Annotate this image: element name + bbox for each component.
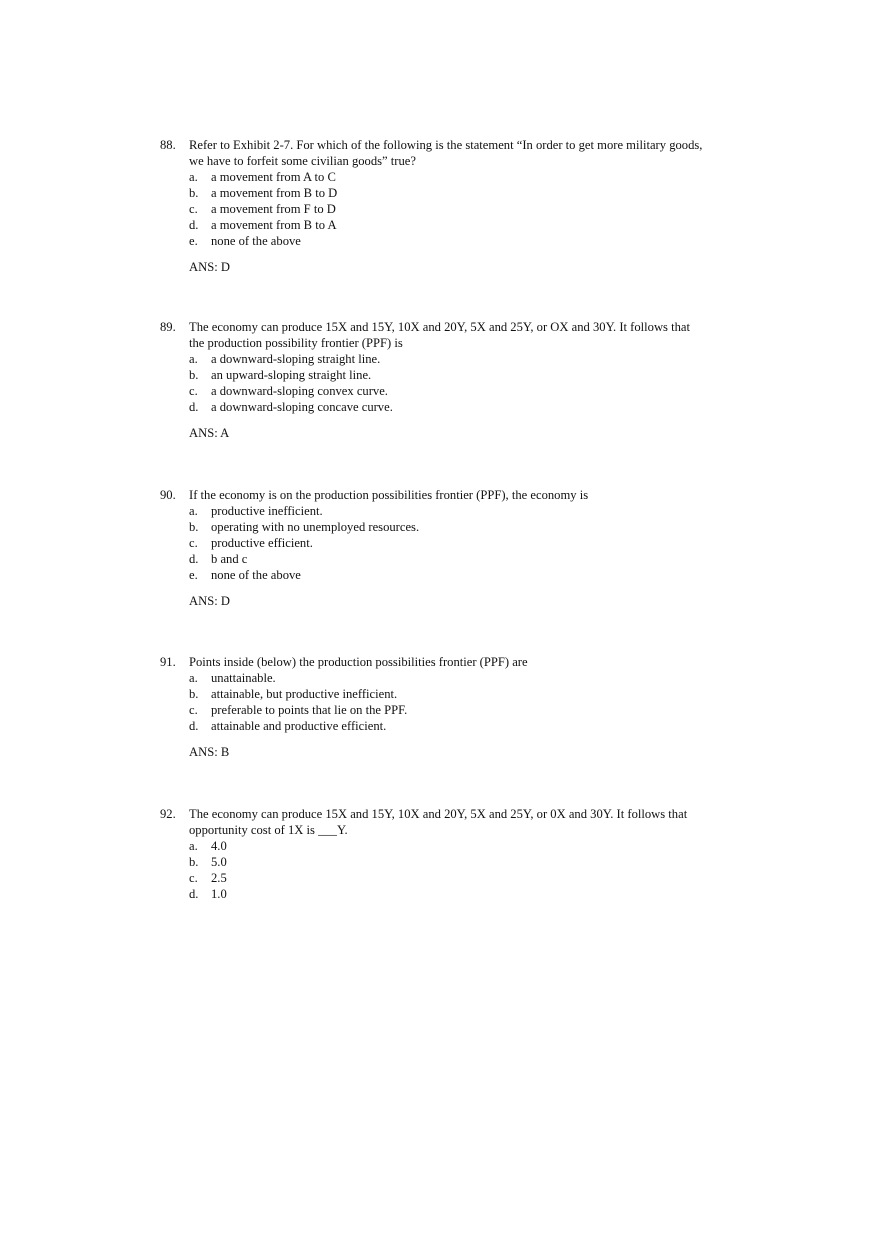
option-text: 2.5 (211, 871, 227, 885)
option-d (160, 217, 760, 233)
option-text: operating with no unemployed resources. (211, 520, 420, 534)
question-number: 88. (160, 138, 176, 152)
option-text: a movement from B to A (211, 218, 337, 232)
option-letter: b. (189, 520, 199, 534)
question-number: 89. (160, 320, 176, 334)
option-letter: d. (189, 552, 199, 566)
option-c (160, 535, 760, 551)
option-letter: a. (189, 170, 198, 184)
option-letter: c. (189, 384, 198, 398)
answer-key: ANS: D (189, 594, 230, 608)
option-e (160, 233, 760, 249)
answer-key: ANS: B (189, 745, 230, 759)
option-letter: e. (189, 234, 198, 248)
option-text: a downward-sloping straight line. (211, 352, 381, 366)
option-text: attainable, but productive inefficient. (211, 687, 398, 701)
answer-key: ANS: D (189, 260, 230, 274)
answer-options (160, 169, 760, 249)
question-stem-line (160, 137, 760, 153)
option-text: an upward-sloping straight line. (211, 368, 372, 382)
option-text: 5.0 (211, 855, 227, 869)
question-stem-line (160, 822, 760, 838)
option-text: a downward-sloping concave curve. (211, 400, 393, 414)
option-text: none of the above (211, 568, 301, 582)
option-text: a downward-sloping convex curve. (211, 384, 388, 398)
question-stem-line (160, 319, 760, 335)
option-letter: b. (189, 855, 199, 869)
option-c (160, 702, 760, 718)
option-d (160, 399, 760, 415)
option-letter: d. (189, 400, 199, 414)
option-d (160, 551, 760, 567)
option-letter: c. (189, 536, 198, 550)
question-stem-line (160, 806, 760, 822)
option-e (160, 567, 760, 583)
option-text: a movement from A to C (211, 170, 336, 184)
question-text: Refer to Exhibit 2-7. For which of the following is the statement “In order to get more military goods, (189, 138, 703, 152)
question-stem-line (160, 153, 760, 169)
option-text: productive efficient. (211, 536, 313, 550)
question-text: opportunity cost of 1X is ___Y. (189, 823, 348, 837)
option-letter: c. (189, 703, 198, 717)
option-text: 1.0 (211, 887, 227, 901)
option-letter: c. (189, 871, 198, 885)
option-d (160, 718, 760, 734)
option-text: preferable to points that lie on the PPF. (211, 703, 408, 717)
question-text: The economy can produce 15X and 15Y, 10X and 20Y, 5X and 25Y, or 0X and 30Y. It follows that (189, 807, 688, 821)
option-letter: b. (189, 368, 199, 382)
option-text: a movement from F to D (211, 202, 336, 216)
option-text: 4.0 (211, 839, 227, 853)
option-text: a movement from B to D (211, 186, 338, 200)
option-b (160, 854, 760, 870)
question-88 (160, 137, 760, 275)
question-89 (160, 319, 760, 441)
question-90 (160, 487, 760, 609)
option-a (160, 838, 760, 854)
option-text: none of the above (211, 234, 301, 248)
option-letter: b. (189, 687, 199, 701)
option-letter: a. (189, 839, 198, 853)
option-a (160, 351, 760, 367)
question-text: the production possibility frontier (PPF) is (189, 336, 403, 350)
answer-options (160, 838, 760, 902)
option-letter: d. (189, 719, 199, 733)
question-stem-line (160, 654, 760, 670)
option-b (160, 367, 760, 383)
option-d (160, 886, 760, 902)
option-c (160, 870, 760, 886)
option-letter: e. (189, 568, 198, 582)
answer-options (160, 670, 760, 734)
option-b (160, 686, 760, 702)
option-b (160, 185, 760, 201)
option-c (160, 383, 760, 399)
option-a (160, 169, 760, 185)
question-stem-line (160, 335, 760, 351)
answer-options (160, 351, 760, 415)
answer-options (160, 503, 760, 583)
question-text: we have to forfeit some civilian goods” true? (189, 154, 416, 168)
option-letter: c. (189, 202, 198, 216)
question-92 (160, 806, 760, 902)
option-a (160, 670, 760, 686)
question-text: Points inside (below) the production possibilities frontier (PPF) are (189, 655, 528, 669)
answer-key: ANS: A (189, 426, 230, 440)
option-text: attainable and productive efficient. (211, 719, 387, 733)
option-letter: a. (189, 671, 198, 685)
question-91 (160, 654, 760, 760)
question-stem-line (160, 487, 760, 503)
question-text: The economy can produce 15X and 15Y, 10X and 20Y, 5X and 25Y, or OX and 30Y. It follows that (189, 320, 690, 334)
question-number: 90. (160, 488, 176, 502)
option-text: productive inefficient. (211, 504, 323, 518)
question-text: If the economy is on the production possibilities frontier (PPF), the economy is (189, 488, 589, 502)
option-letter: a. (189, 352, 198, 366)
option-b (160, 519, 760, 535)
option-letter: a. (189, 504, 198, 518)
option-letter: d. (189, 218, 199, 232)
option-text: unattainable. (211, 671, 276, 685)
option-letter: b. (189, 186, 199, 200)
option-c (160, 201, 760, 217)
question-number: 91. (160, 655, 176, 669)
option-letter: d. (189, 887, 199, 901)
option-text: b and c (211, 552, 248, 566)
question-number: 92. (160, 807, 176, 821)
option-a (160, 503, 760, 519)
